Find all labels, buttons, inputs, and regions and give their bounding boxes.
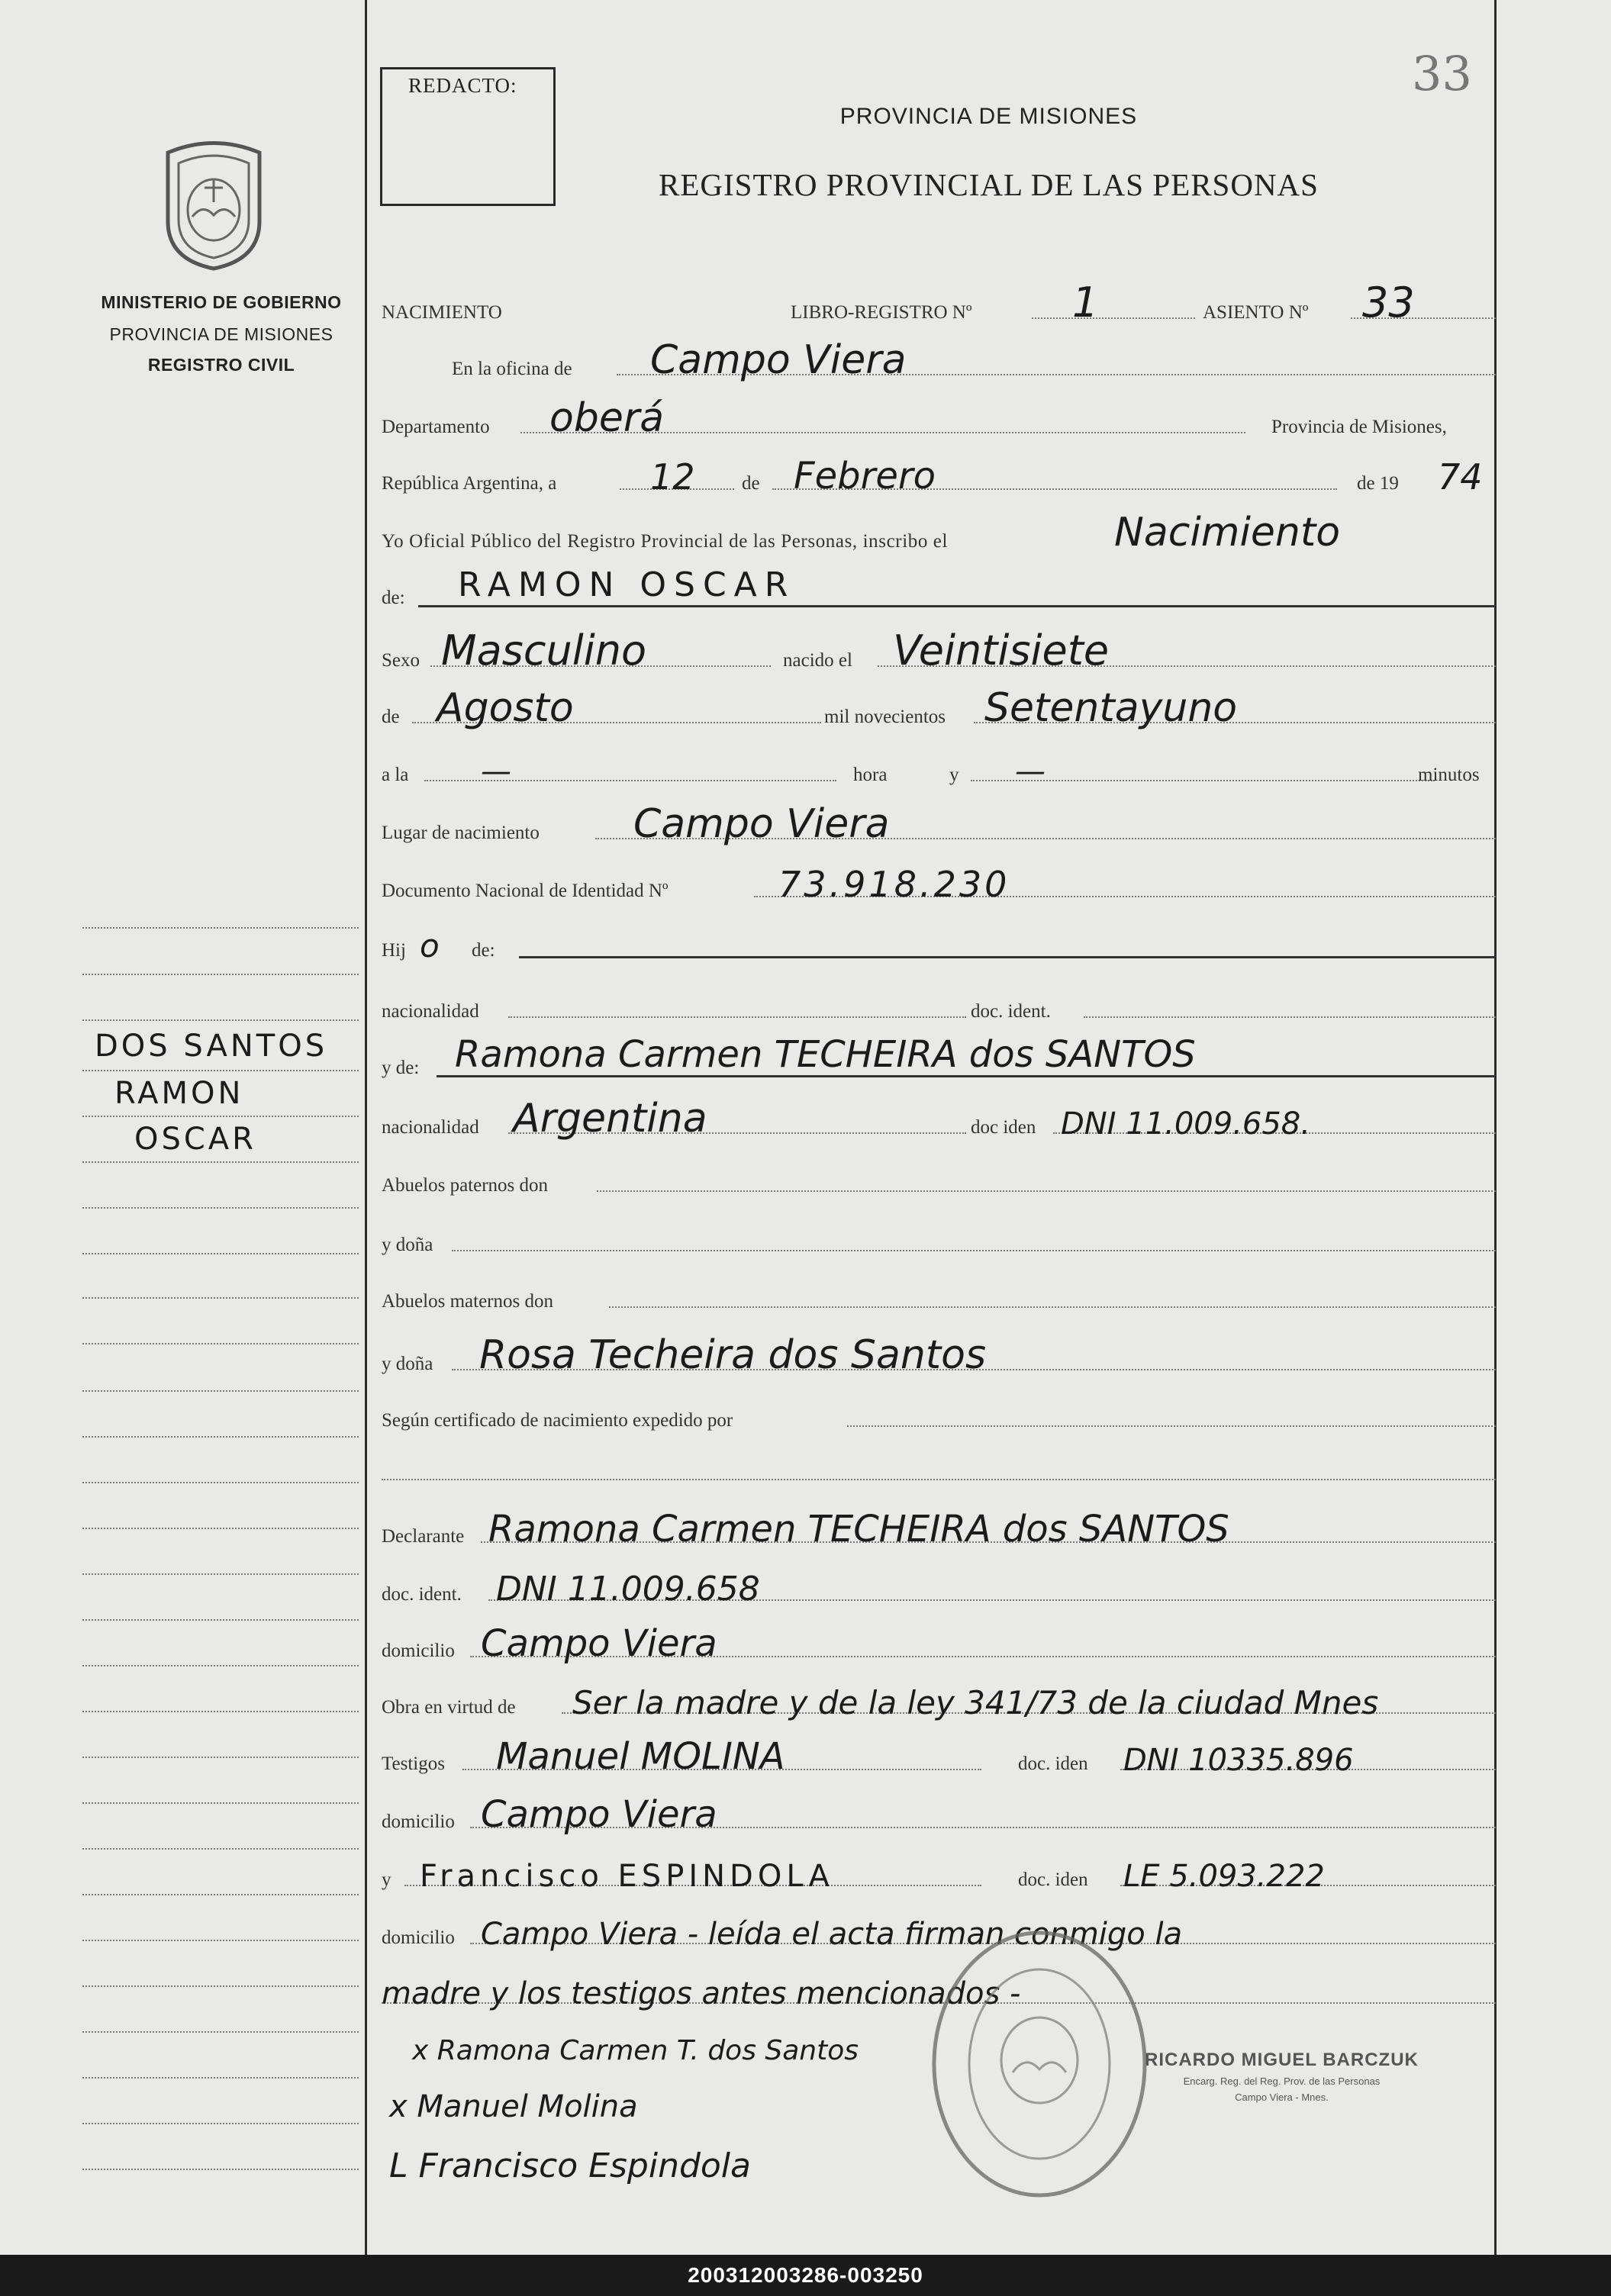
margin-rule [82,2123,359,2124]
form-row-testigo2 [382,1842,1496,1895]
sexo-value: Masculino [441,626,646,675]
lugar-value: Campo Viera [633,801,890,847]
dotted-line [597,1190,1496,1192]
margin-second-name: OSCAR [134,1122,256,1157]
form-row-lugar [382,795,1496,849]
dotted-line [609,1306,1496,1308]
nacido-value: Veintisiete [893,626,1110,675]
form-row-nacionalidad-padre [382,974,1496,1027]
signature-manuel: x Manuel Molina [389,2089,638,2124]
y-dona-label: y doña [382,1235,433,1255]
oficial-text: Yo Oficial Público del Registro Provincial de las Personas, inscribo el [382,531,949,552]
margin-rule [82,2031,359,2033]
redacto-label: REDACTO: [408,74,517,97]
testigo1-value: Manuel MOLINA [496,1735,785,1778]
domicilio-label: domicilio [382,1641,455,1661]
domicilio2-value: Campo Viera [481,1793,717,1836]
a-la-label: a la [382,765,409,785]
officer-title: Encarg. Reg. del Reg. Prov. de las Personas [1183,2075,1381,2087]
testigo2-doc: LE 5.093.222 [1123,1859,1325,1894]
nacionalidad-label-2: nacionalidad [382,1117,479,1138]
form-row-dni [382,853,1496,906]
registry-oval-stamp-icon [925,1923,1154,2205]
lugar-label: Lugar de nacimiento [382,823,540,843]
dotted-line [1032,317,1195,319]
margin-rule [82,1436,359,1438]
form-row-testigo1 [382,1726,1496,1779]
signature-francisco: L Francisco Espindola [389,2146,751,2185]
margin-rule [82,1757,359,1758]
form-row-doc-declarante [382,1557,1496,1610]
departamento-value: oberá [549,395,665,441]
segun-label: Según certificado de nacimiento expedido por [382,1410,733,1431]
provincial-seal-icon [153,137,275,275]
officer-stamp [1145,2050,1419,2103]
form-row-madre [382,1030,1496,1084]
mil-label: mil novecientos [824,707,946,727]
margin-rule [82,1528,359,1529]
mes-value: Febrero [794,455,936,498]
margin-rule [82,1207,359,1209]
dni-value: 73.918.230 [778,864,1010,905]
hijo-suffix: o [420,927,440,964]
margin-first-name: RAMON [114,1076,244,1111]
domicilio3-value: Campo Viera - leída el acta firman conmigo la [481,1917,1183,1952]
margin-rule [82,1297,359,1299]
doc-ident-label-3: doc. ident. [382,1584,462,1605]
margin-rule [82,1894,359,1895]
testigos-label: Testigos [382,1753,445,1774]
minutos-label: minutos [1418,765,1480,785]
form-row-mes-nac [382,679,1496,733]
form-row-abuelos-paternos [382,1148,1496,1201]
margin-rule [82,1343,359,1344]
anio-prefix: de 19 [1357,473,1399,494]
y-label: y [949,765,959,785]
form-row-departamento [382,389,1496,443]
margin-rule [82,2077,359,2079]
oficina-label: En la oficina de [452,359,572,379]
dotted-line [452,1250,1496,1251]
dotted-line [1084,1016,1496,1018]
libro-label: LIBRO-REGISTRO Nº [791,302,972,323]
image-id-footer: 200312003286-003250 [0,2255,1611,2296]
de-label-3: de [382,707,400,727]
hora-label: hora [853,765,888,785]
hijo-label: Hij [382,940,406,961]
officer-place: Campo Viera - Mnes. [1235,2092,1329,2103]
form-row-sexo [382,623,1496,676]
form-row-hora [382,737,1496,791]
hijo-de-label: de: [472,940,495,961]
margin-surname: DOS SANTOS [95,1029,328,1064]
continuation-text: madre y los testigos antes mencionados - [382,1976,1021,2011]
testigo1-doc: DNI 10335.896 [1123,1743,1354,1778]
dotted-line [847,1425,1496,1427]
form-row-hijo [382,913,1496,966]
folio-number: 33 [1412,46,1472,101]
form-row-domicilio [382,1613,1496,1666]
nacionalidad-label: nacionalidad [382,1001,479,1022]
de-label: de [742,473,760,494]
solid-line [519,956,1496,958]
form-row-oficial [382,504,1496,557]
acto-value: Nacimiento [1114,510,1341,555]
margin-rule [82,1390,359,1392]
doc-declarante-value: DNI 11.009.658 [496,1570,760,1608]
madre-value: Ramona Carmen TECHEIRA dos SANTOS [455,1033,1196,1076]
province-heading: PROVINCIA DE MISIONES [839,104,1138,129]
signature-ramona: x Ramona Carmen T. dos Santos [412,2035,859,2066]
form-row-oficina [382,331,1496,385]
doc-iden-madre-value: DNI 11.009.658. [1061,1106,1310,1142]
anio-value: 74 [1438,456,1483,498]
dni-label: Documento Nacional de Identidad Nº [382,881,669,901]
abuelos-paternos-label: Abuelos paternos don [382,1175,549,1196]
dotted-line [382,1479,1496,1480]
margin-rule [82,1116,359,1117]
form-row-fecha [382,446,1496,499]
margin-rule [82,1161,359,1163]
domicilio-label-2: domicilio [382,1811,455,1832]
form-row-obra [382,1670,1496,1723]
form-row-libro [382,275,1496,328]
form-row-nombre [382,560,1496,613]
form-row-abuela-paterna [382,1207,1496,1261]
departamento-label: Departamento [382,417,490,437]
ministry-heading: MINISTERIO DE GOBIERNO [101,292,342,312]
sidebar-province: PROVINCIA DE MISIONES [109,324,333,344]
margin-rule [82,1802,359,1804]
min-value: — [1015,754,1046,789]
hora-value: — [481,754,511,789]
officer-name: RICARDO MIGUEL BARCZUK [1145,2050,1419,2070]
dotted-line [508,1016,966,1018]
form-row-segun-cont [382,1436,1496,1489]
form-row-domicilio2 [382,1784,1496,1837]
form-row-nacionalidad-madre [382,1090,1496,1143]
margin-rule [82,1573,359,1575]
form-row-segun [382,1383,1496,1436]
domicilio-value: Campo Viera [481,1622,717,1665]
margin-rule [82,1985,359,1987]
margin-rule [82,974,359,975]
margin-rule [82,1848,359,1850]
margin-rule [82,1711,359,1712]
margin-rule [82,927,359,929]
margin-rule [82,1253,359,1254]
registry-heading: REGISTRO PROVINCIAL DE LAS PERSONAS [659,167,1319,202]
provincia-suffix: Provincia de Misiones, [1271,417,1447,437]
mes-nac-value: Agosto [437,685,574,731]
margin-rule [82,1619,359,1621]
margin-rule [82,1665,359,1666]
sidebar-registry: REGISTRO CIVIL [147,355,295,375]
sexo-label: Sexo [382,650,420,671]
de-label-2: de: [382,588,405,608]
asiento-label: ASIENTO Nº [1203,302,1309,323]
obra-value: Ser la madre y de la ley 341/73 de la ciudad Mnes [572,1684,1379,1721]
y-label-2: y [382,1869,391,1890]
doc-iden-label-5: doc. iden [1018,1869,1088,1890]
declarante-value: Ramona Carmen TECHEIRA dos SANTOS [488,1508,1229,1551]
margin-rule [82,1940,359,1941]
form-row-abuela-materna [382,1326,1496,1380]
nacimiento-label: NACIMIENTO [382,302,502,323]
margin-rule [82,1019,359,1021]
declarante-label: Declarante [382,1526,465,1547]
oficina-value: Campo Viera [650,337,907,383]
dia-value: 12 [650,456,695,498]
testigo2-value: Francisco ESPINDOLA [420,1859,834,1894]
doc-iden-label-4: doc. iden [1018,1753,1088,1774]
libro-value: 1 [1072,279,1099,327]
anio-nac-value: Setentayuno [984,685,1238,731]
domicilio-label-3: domicilio [382,1927,455,1948]
obra-label: Obra en virtud de [382,1697,516,1718]
y-dona-label-2: y doña [382,1354,433,1374]
solid-line [418,605,1496,607]
abuelos-maternos-label: Abuelos maternos don [382,1291,553,1312]
form-row-declarante [382,1499,1496,1552]
form-row-abuelos-maternos [382,1264,1496,1317]
republica-label: República Argentina, a [382,473,557,494]
y-de-label: y de: [382,1058,420,1078]
margin-rule [82,1070,359,1071]
doc-ident-label: doc. ident. [971,1001,1051,1022]
doc-iden-label-2: doc iden [971,1117,1036,1138]
margin-rule [82,2169,359,2170]
nombre-value: RAMON OSCAR [458,565,796,604]
nacionalidad-madre-value: Argentina [513,1096,707,1142]
margin-rule [82,1482,359,1483]
nacido-label: nacido el [783,650,852,671]
asiento-value: 33 [1362,279,1415,327]
abuela-materna-value: Rosa Techeira dos Santos [479,1332,987,1378]
